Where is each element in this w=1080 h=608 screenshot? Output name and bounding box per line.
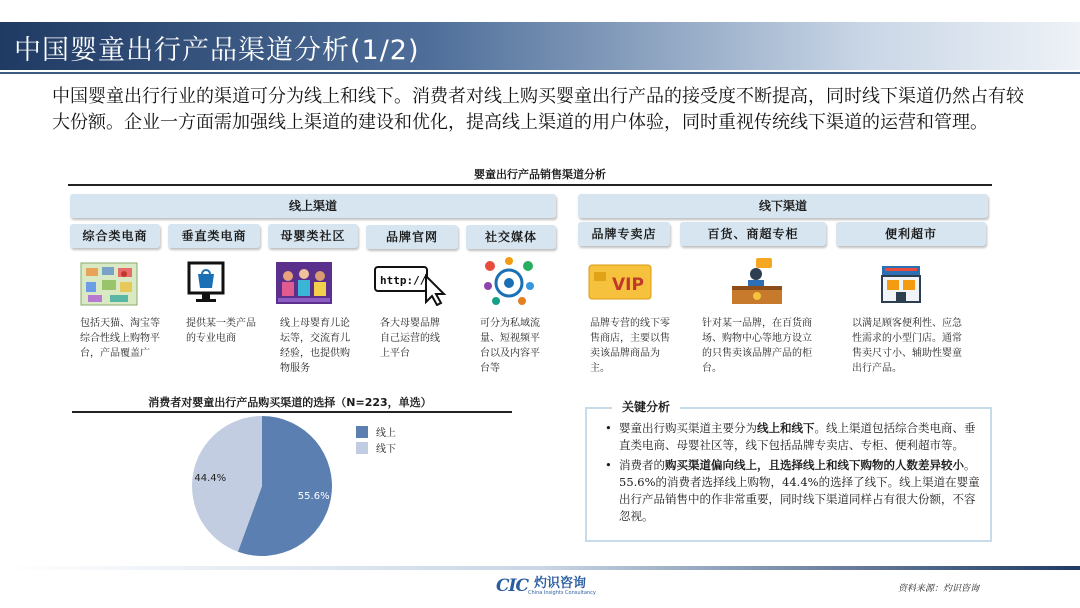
pie-label-offline: 44.4%: [194, 472, 227, 484]
pie-chart-title: 消费者对婴童出行产品购买渠道的选择（N=223，单选）: [148, 396, 432, 409]
online-sub-social: 社交媒体: [466, 225, 556, 249]
bullet2-text-a: 消费者的: [619, 458, 665, 472]
convenience-store-icon: [880, 262, 922, 304]
desc-social: 可分为私域流量、短视频平台以及内容平台等: [480, 318, 540, 374]
pie-label-online: 55.6%: [297, 491, 330, 503]
legend-offline: [356, 440, 396, 455]
shopping-bag-monitor-icon: [186, 260, 226, 304]
legend-swatch-online: [356, 426, 368, 438]
footer-rule: [0, 566, 1080, 570]
desc-convenience: 以满足顾客便利性、应急性需求的小型门店。通常售卖尺寸小、辅助性婴童出行产品。: [852, 318, 962, 374]
online-sub-community: 母婴类社区: [268, 224, 358, 248]
cic-logo: [496, 576, 596, 596]
desc-brand-site: 各大母婴品牌自己运营的线上平台: [380, 318, 440, 359]
legend-swatch-offline: [356, 442, 368, 454]
cic-logo-en: China Insights Consultancy: [528, 589, 596, 596]
cic-logo-mark: CIC: [496, 576, 529, 596]
legend-label-offline: 线下: [376, 444, 396, 455]
offline-sub-counter: 百货、商超专柜: [680, 222, 826, 246]
page-title: 中国婴童出行产品渠道分析(1/2): [14, 35, 420, 66]
desc-community: 线上母婴育儿论坛等，交流育儿经验，也提供购物服务: [280, 318, 350, 374]
bullet1-text-c: 。线上渠道包括综合类电商、垂直类电商、母婴社区等，线下包括品牌专卖店、专柜、便利超市等。: [619, 421, 976, 452]
channel-chart-rule: [68, 184, 992, 186]
browser-cursor-icon: [374, 266, 446, 306]
bullet1-text-bold: 线上和线下: [757, 421, 815, 435]
pie-chart: [180, 412, 360, 562]
offline-channel-header: 线下渠道: [578, 194, 988, 218]
community-people-icon: [276, 262, 332, 304]
offline-sub-convenience: 便利超市: [836, 222, 986, 246]
analysis-title: 关键分析: [612, 398, 680, 415]
source-note: 资料来源：灼识咨询: [898, 584, 980, 594]
desc-brand-store: 品牌专营的线下零售商店，主要以售卖该品牌商品为主。: [590, 318, 670, 374]
desc-vertical: 提供某一类产品的专业电商: [186, 318, 256, 344]
counter-clerk-icon: [730, 256, 784, 306]
bullet2-text-c: 。55.6%的消费者选择线上购物，44.4%的选择了线下。线上渠道在婴童出行产品销售中的作非常重要，同时线下渠道同样占有很大份额，不容忽视。: [619, 458, 980, 523]
analysis-bullet-2: [605, 457, 983, 525]
offline-sub-brand-store: 品牌专卖店: [578, 222, 670, 246]
analysis-bullet-1: [605, 420, 983, 454]
desc-counter: 针对某一品牌，在百货商场、购物中心等地方设立的只售卖该品牌产品的柜台。: [702, 318, 812, 374]
vip-card-icon: [588, 264, 652, 300]
online-sub-brand-site: 品牌官网: [366, 225, 458, 249]
legend-online: [356, 424, 396, 439]
cic-logo-cn: 灼识咨询: [534, 575, 587, 591]
channel-chart-title: 婴童出行产品销售渠道分析: [474, 168, 606, 181]
online-sub-vertical: 垂直类电商: [168, 224, 260, 248]
intro-paragraph: 中国婴童出行行业的渠道可分为线上和线下。消费者对线上购买婴童出行产品的接受度不断提高，同时线下渠道仍然占有较大份额。企业一方面需加强线上渠道的建设和优化，提高线上渠道的用户体验，同时重视传统线下渠道的运营和管理。: [52, 86, 1024, 133]
vip-text: VIP: [612, 275, 644, 295]
social-media-icon: [482, 256, 536, 306]
bullet2-text-bold: 购买渠道偏向线上，且选择线上和线下购物的人数差异较小: [665, 458, 964, 472]
title-divider: [0, 72, 1080, 74]
bullet1-text-a: 婴童出行购买渠道主要分为: [619, 421, 757, 435]
analysis-list: [605, 420, 983, 528]
online-channel-header: 线上渠道: [70, 194, 556, 218]
browser-url-text: http://: [380, 274, 427, 287]
ecommerce-map-icon: [80, 262, 138, 306]
desc-ecommerce: 包括天猫、淘宝等综合性线上购物平台，产品覆盖广: [80, 318, 160, 359]
online-sub-ecommerce: 综合类电商: [70, 224, 160, 248]
legend-label-online: 线上: [376, 428, 396, 439]
